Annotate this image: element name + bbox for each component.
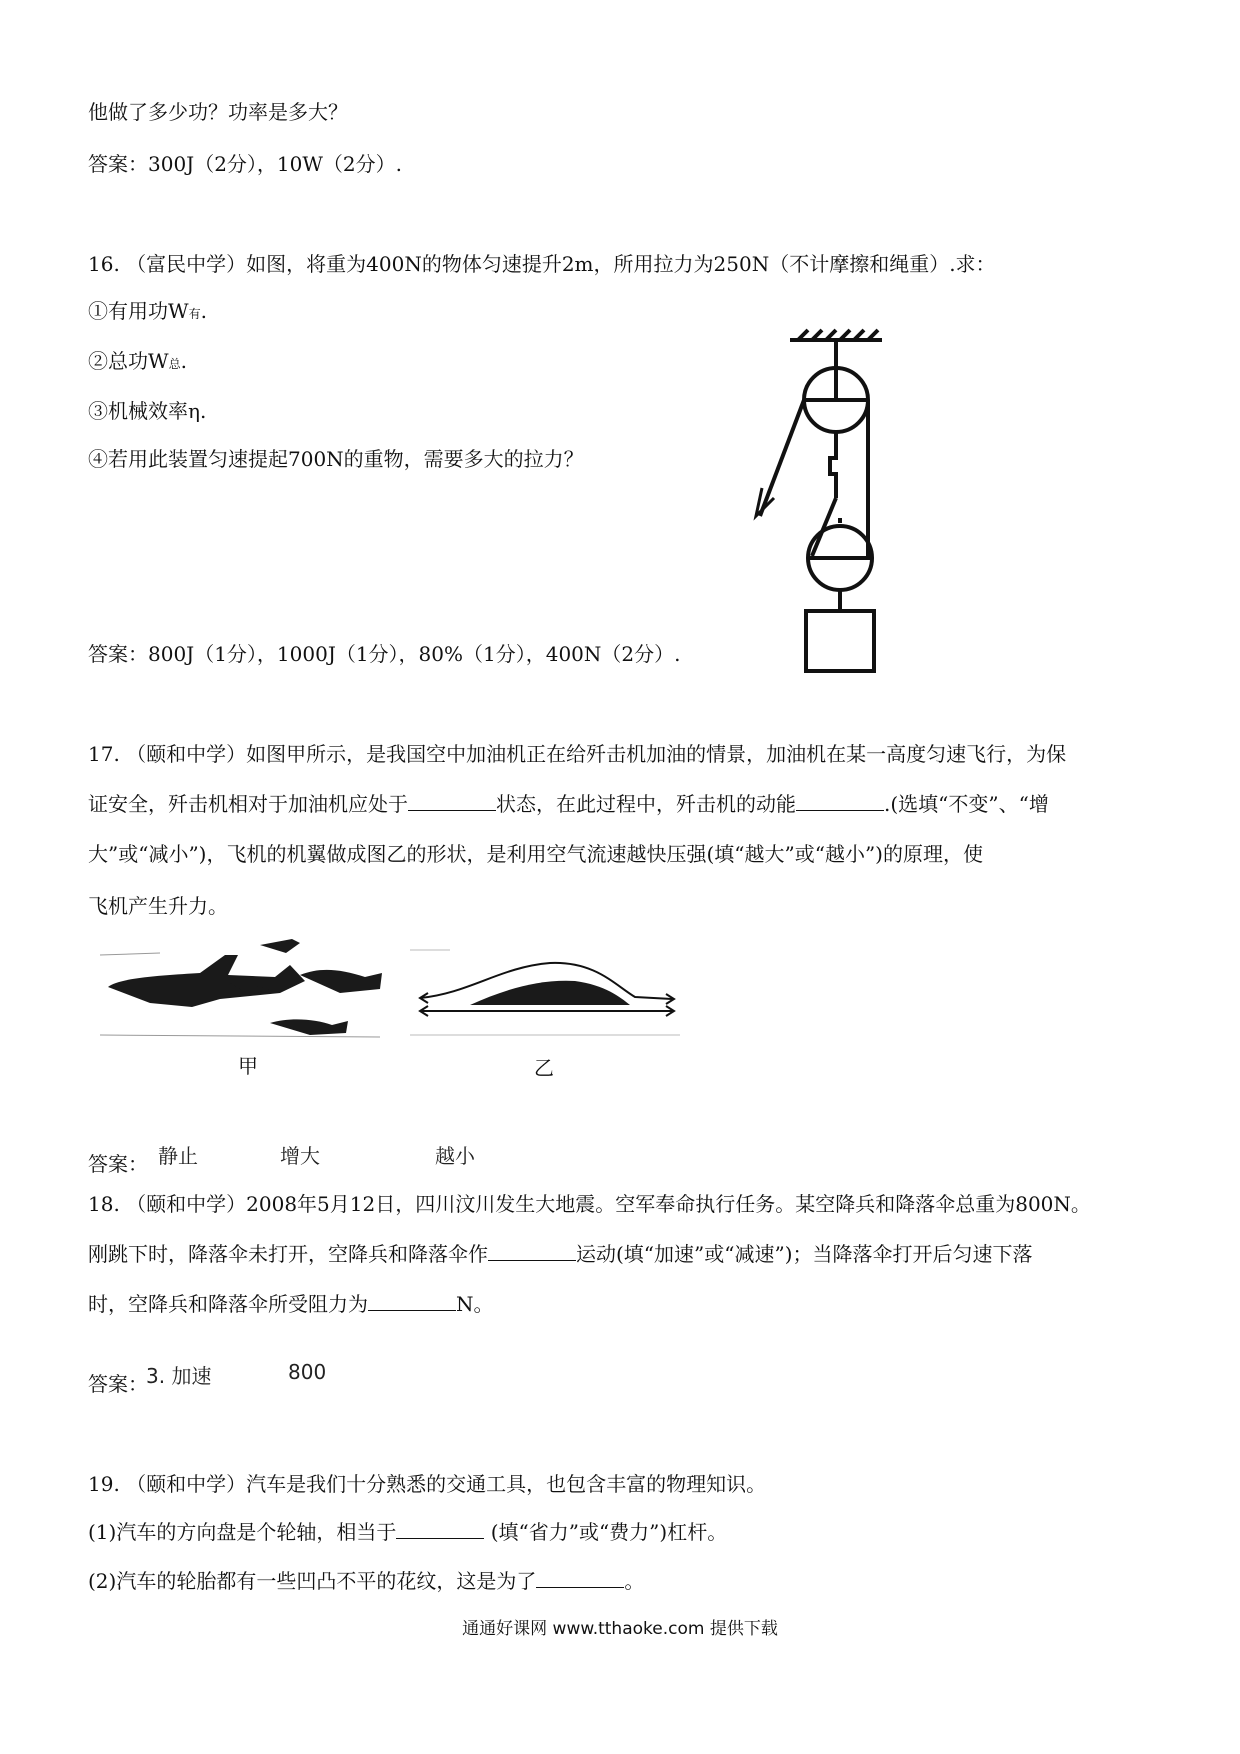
q17-answer-2: 增大 <box>280 1144 320 1168</box>
q15-answer: 答案：300J（2分），10W（2分）. <box>88 152 403 176</box>
refueling-aircraft-figure <box>100 925 390 1060</box>
q17-line-3: 大”或“减小”)，飞机的机翼做成图乙的形状，是利用空气流速越快压强(填“越大”或“越小”)的原理，使 <box>88 842 983 866</box>
figure-jia-label: 甲 <box>238 1054 258 1078</box>
wing-airfoil-figure <box>410 935 690 1045</box>
q17-blank-2 <box>796 792 884 811</box>
q19-line-1: 19. （颐和中学）汽车是我们十分熟悉的交通工具，也包含丰富的物理知识。 <box>88 1472 767 1496</box>
q17-answer-3: 越小 <box>435 1144 475 1168</box>
q18-line-2b: 运动(填“加速”或“减速”)；当降落伞打开后匀速下落 <box>576 1242 1033 1266</box>
q18-answer-prefix: 答案： <box>88 1372 148 1396</box>
q18-answer-1: 3. 加速 <box>146 1364 212 1388</box>
q19-item-2b: 。 <box>624 1569 645 1593</box>
q17-answer-1: 静止 <box>158 1144 198 1168</box>
load-block <box>806 611 874 671</box>
q19-item-1a: (1)汽车的方向盘是个轮轴，相当于 <box>88 1520 397 1544</box>
q17-line-2 <box>88 790 1049 818</box>
q16-item-4: ④若用此装置匀速提起700N的重物，需要多大的拉力？ <box>88 447 584 471</box>
q17-answer-prefix: 答案： <box>88 1152 148 1176</box>
q19-item-1 <box>88 1518 727 1546</box>
q18-answer-2: 800 <box>288 1360 327 1384</box>
q18-line-2 <box>88 1240 1033 1268</box>
q16-answer: 答案：800J（1分），1000J（1分），80%（1分），400N（2分）. <box>88 642 681 666</box>
page-footer: 通通好课网 www.tthaoke.com 提供下载 <box>462 1619 778 1639</box>
q16-stem: 16. （富民中学）如图，将重为400N的物体匀速提升2m，所用拉力为250N（不计摩擦和绳重）.求： <box>88 252 996 276</box>
q16-item-1-text: ①有用功W <box>88 299 189 323</box>
q18-blank-1 <box>488 1242 576 1261</box>
q16-item-2: ②总功W总. <box>88 349 187 373</box>
pull-rope <box>760 400 804 516</box>
q19-blank-2 <box>536 1569 624 1588</box>
q19-blank-1 <box>396 1520 484 1539</box>
q19-item-1b: (填“省力”或“费力”)杠杆。 <box>490 1520 728 1544</box>
figure-yi-label: 乙 <box>534 1056 554 1080</box>
q16-item-3: ③机械效率η. <box>88 399 207 423</box>
q18-line-3b: N。 <box>456 1292 494 1316</box>
q17-blank-1 <box>408 792 496 811</box>
pulley-diagram <box>740 328 890 678</box>
q19-item-2a: (2)汽车的轮胎都有一些凹凸不平的花纹，这是为了 <box>88 1569 537 1593</box>
q18-line-2a: 刚跳下时，降落伞未打开，空降兵和降落伞作 <box>88 1242 488 1266</box>
q19-item-2 <box>88 1567 644 1595</box>
q18-blank-2 <box>368 1292 456 1311</box>
q16-item-1-sub: 有 <box>188 307 201 321</box>
q17-line-2a: 证安全，歼击机相对于加油机应处于 <box>88 792 408 816</box>
q16-item-2-sub: 总 <box>168 357 181 371</box>
q17-line-2c: .(选填“不变”、“增 <box>884 792 1049 816</box>
q16-item-2-text: ②总功W <box>88 349 169 373</box>
q15-question-tail: 他做了多少功？功率是多大？ <box>88 100 348 124</box>
q17-line-1: 17. （颐和中学）如图甲所示，是我国空中加油机正在给歼击机加油的情景，加油机在某一高度匀速飞行，为保 <box>88 742 1067 766</box>
q18-line-3a: 时，空降兵和降落伞所受阻力为 <box>88 1292 368 1316</box>
q17-line-4: 飞机产生升力。 <box>88 894 228 918</box>
q18-line-1: 18. （颐和中学）2008年5月12日，四川汶川发生大地震。空军奉命执行任务。某空降兵和降落伞总重为800N。 <box>88 1192 1091 1216</box>
q18-line-3 <box>88 1290 494 1318</box>
q17-line-2b: 状态，在此过程中，歼击机的动能 <box>496 792 796 816</box>
q16-item-1: ①有用功W有. <box>88 299 207 323</box>
